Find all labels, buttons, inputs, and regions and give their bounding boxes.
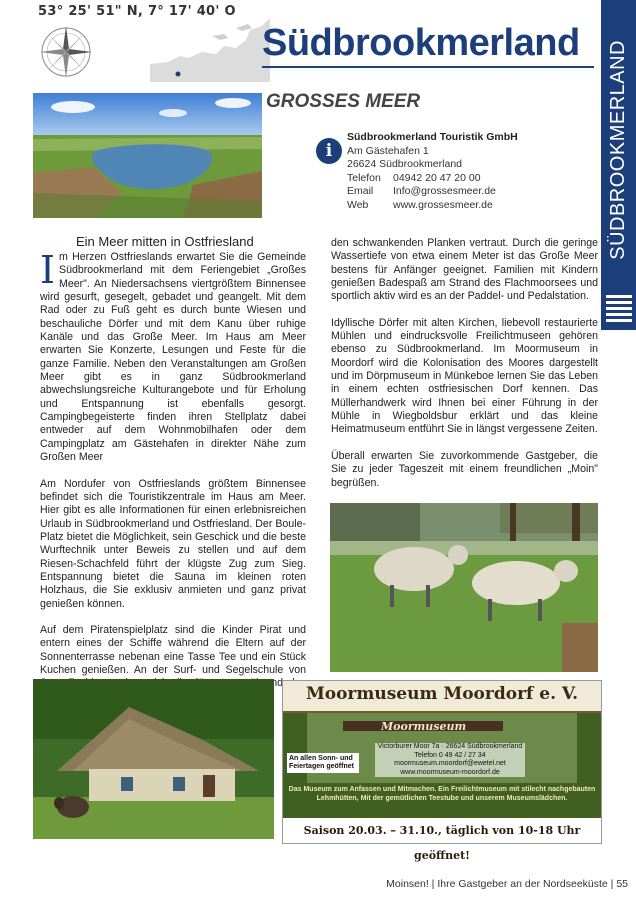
compass-rose-icon — [38, 24, 94, 80]
page-footer: Moinsen! | Ihre Gastgeber an der Nordseeküste | 55 — [386, 878, 628, 890]
street: Am Gästehafen 1 — [347, 144, 429, 157]
ad-sign: Moormuseum — [381, 720, 467, 733]
org-name: Südbrookmerland Touristik GmbH — [347, 131, 518, 143]
phone-row: Telefon 04942 20 47 20 00 — [347, 171, 481, 184]
region-map-shape — [150, 12, 270, 82]
drop-cap: I — [40, 248, 56, 292]
lake-aerial-photo — [33, 93, 262, 218]
page-subtitle: GROSSES MEER — [266, 91, 421, 112]
side-band-label: SÜDBROOKMERLAND — [607, 40, 629, 260]
email-row[interactable]: Email Info@grossesmeer.de — [347, 185, 496, 197]
contact-block — [347, 131, 518, 212]
page-title: Südbrookmerland — [262, 22, 580, 64]
paragraph: Idyllische Dörfer mit alten Kirchen, liebevoll restaurierte Mühlen und eindrucksvolle Freilichtmuseen gehören ebenso zu Südbrookmerland. Im Moormuseum in Moordorf wird die Kolonisation des Moores dargestellt und im Dörpmuseum in Münkeboe lernen Sie das Leben in einem echten ostfriesischen Dorf kennen. Das Müllerhandwerk wird Ihnen bei einer Führung in der Mühle in Wiegboldsbur erklärt und das kleine Heimatmuseum entführt Sie in längst vergessene Zeiten. — [331, 316, 598, 436]
museum-ad[interactable] — [282, 680, 602, 862]
info-icon: i — [316, 138, 342, 164]
paragraph: Im Herzen Ostfrieslands erwartet Sie die Gemeinde Südbrookmerland mit dem Feriengebiet „Großes Meer". An Niedersachsens viertgrößtem Binnensee wird gesurft, gesegelt, gebadet und geangelt. Mit dem Rad oder zu Fuß geht es durch bunte Wiesen und beschauliche Dörfer und mit dem Kanu über ruhige Kanäle und das Große Meer. Im Haus am Meer erwarten Sie Konzerte, Lesungen und Feste für die ganze Familie. Neben den Veranstaltungen am Großen Meer gibt es in ganz Südbrookmerland abwechslungsreiche Kulturangebote und für Erholung und Entspannung ist ebenfalls gesorgt. Campingbegeisterte finden ihren Stellplatz dabei entweder auf dem Wohnmobilhafen oder dem Campingplatz am Gästehafen in direkter Nähe zum Großen Meer — [40, 248, 306, 464]
paragraph: den schwankenden Planken vertraut. Durch die geringe Wassertiefe von etwa einem Meter ist das Große Meer bestens für Anfänger geeignet. Familien mit Kindern genießen Badespaß am Strand des Flachmoorsees und sportlich aktiv wird es an der Paddel- und Pedalstation. — [331, 237, 598, 303]
sheep-photo — [330, 503, 598, 672]
thatched-house-photo — [33, 679, 274, 839]
ad-season: Saison 20.03. – 31.10., täglich von 10-18 Uhr geöffnet! — [283, 818, 601, 843]
title-underline — [262, 66, 594, 68]
ad-description: Das Museum zum Anfassen und Mitmachen. Ein Freilichtmuseum mit stilecht nachgebauten Lehmhütten, Mit der gemütlichen Teestube und unserem Museumslädchen. — [288, 786, 596, 802]
paragraph: Auf dem Piratenspielplatz sind die Kinder Pirat und entern eines der Schiffe während die Eltern auf der Sonnenterrasse nebenan eine Tasse Tee und ein Stück Kuchen genießen. An der Surf- und Segelschule von — [40, 623, 306, 676]
ad-title: Moormuseum Moordorf e. V. — [305, 684, 579, 704]
coordinates: 53° 25' 51" N, 7° 17' 40' O — [38, 4, 236, 19]
ad-address-block: Victorburer Moor 7a · 26624 Südbrookmerland Telefon 0 49 42 / 27 34 moormuseum.moordorf@ewetel.net www.moormuseum-moordorf.de — [375, 743, 525, 777]
paragraph: Überall erwarten Sie zuvorkommende Gastgeber, die Sie zu jeder Tageszeit mit einem freundlichen „Moin" begrüßen. — [331, 449, 598, 489]
city: 26624 Südbrookmerland — [347, 158, 462, 170]
side-band-stripes — [606, 292, 632, 325]
article-heading: Ein Meer mitten in Ostfriesland — [76, 234, 254, 249]
ad-badge: An allen Sonn- und Feiertagen geöffnet — [287, 753, 359, 773]
paragraph: Am Nordufer von Ostfrieslands größtem Binnensee befindet sich die Touristikzentrale im Haus am Meer. Hier gibt es alle Informationen für einen erlebnisreichen Urlaub in Südbrookmerland und Ostfriesland. Der Boule-Platz bietet die Möglichkeit, sein Geschick und die beste Wurftechnik unter Beweis zu stellen und auf dem Riesen-Schachfeld führt der klügste Zug zum Sieg. Entspannung bietet die Sauna im kleinen roten Holzhaus, die Sie exklusiv anmieten und ganz privat genießen können. — [40, 477, 306, 610]
web-row[interactable]: Web www.grossesmeer.de — [347, 198, 493, 211]
right-column — [331, 237, 598, 503]
left-column — [40, 248, 306, 717]
